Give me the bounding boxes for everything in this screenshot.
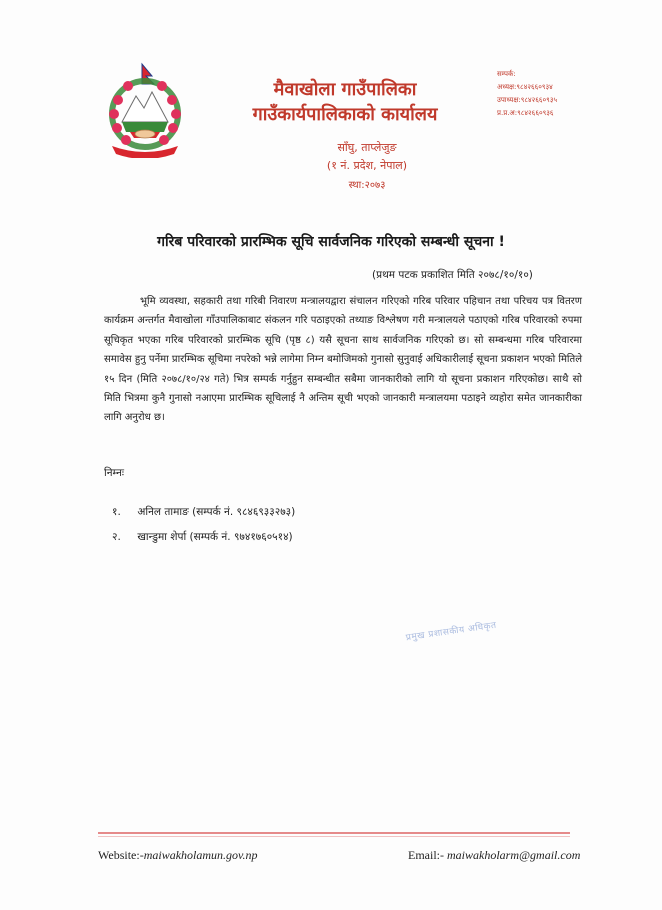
nepal-government-emblem-icon xyxy=(104,62,186,158)
officer-stamp xyxy=(402,588,556,650)
contact-vice-chairperson: उपाध्यक्ष:९८४२६६०९३५ xyxy=(497,96,558,104)
established-line: स्था:२०७३ xyxy=(348,180,386,191)
address-line: साँघु, ताप्लेजुङ xyxy=(337,141,397,154)
office-name: मैवाखोला गाउँपालिका xyxy=(273,79,417,100)
notice-title: गरिब परिवारको प्रारम्भिक सूचि सार्वजनिक गरिएको सम्बन्धी सूचना ! xyxy=(157,234,505,250)
list-item-number: १. xyxy=(112,506,121,518)
footer-website xyxy=(98,848,257,863)
website-link[interactable]: maiwakholamun.gov.np xyxy=(143,848,258,862)
stamp-text: प्रमुख प्रशासकीय अधिकृत xyxy=(405,620,498,644)
contact-person-list xyxy=(112,500,412,550)
contact-label: सम्पर्क: xyxy=(497,70,516,78)
office-title xyxy=(220,78,470,128)
website-label: Website:- xyxy=(98,848,144,862)
list-item-text: अनिल तामाङ (सम्पर्क नं. ९८४६९३३२७३) xyxy=(137,506,296,518)
contact-chairperson: अध्यक्ष:९८४२६६०९३४ xyxy=(497,83,553,91)
list-item xyxy=(112,500,412,525)
email-link[interactable]: maiwakholarm@gmail.com xyxy=(447,848,581,862)
list-item-number: २. xyxy=(112,531,121,543)
notice-body: भूमि व्यवस्था, सहकारी तथा गरिबी निवारण मन्त्रालयद्वारा संचालन गरिएको गरिब परिवार पहिचान तथा परिचय पत्र वितरण कार्यक्रम अन्तर्गत मैवाखोला गाँउपालिकाबाट संकलन गरि पठाइएको तथ्याङ विश्लेषण गरी मन्त्रालयले पठाएको गरिब परिवारको रुपमा सूचिकृत भएका गरिब परिवारको प्रारम्भिक सूचि (पृष्ठ ८) यसै सूचना साथ सार्वजनिक गरिएको छ। सो सम्बन्धमा गरिब परिवारमा समावेस हुनु पर्नेमा प्रारम्भिक सूचिमा नपरेको भन्ने लागेमा निम्न बमोजिमको गुनासो सुनुवाई अधिकारीलाई सूचना प्रकाशन भएको मितिले १५ दिन (मिति २०७८/१०/२४ गते) भित्र सम्पर्क गर्नुहुन सम्बन्धीत सबैमा जानकारीको लागि यो सूचना प्रकाशन गरिएकोछ। साथै सो मिति भित्रमा कुनै गुनासो नआएमा प्रारम्भिक सूचिलाई नै अन्तिम सूची भएको जानकारी मन्त्रालयमा पठाइने व्यहोरा समेत जानकारीका लागि अनुरोध छ। xyxy=(104,296,582,424)
province-line: (१ नं. प्रदेश, नेपाल) xyxy=(326,159,408,172)
contact-cao: प्र.प्र.अ:९८४२६६०९३६ xyxy=(497,109,554,117)
office-subtitle: गाउँकार्यपालिकाको कार्यालय xyxy=(252,104,438,125)
published-date: (प्रथम पटक प्रकाशित मिति २०७८/१०/१०) xyxy=(372,269,533,281)
contact-block xyxy=(497,68,607,120)
email-label: Email:- xyxy=(408,848,444,862)
list-item xyxy=(112,525,412,550)
list-heading: निम्नः xyxy=(104,467,125,479)
footer-divider xyxy=(98,832,570,834)
list-item-text: खान्डुमा शेर्पा (सम्पर्क नं. ९७४१७६०५१४) xyxy=(137,531,293,543)
footer-email xyxy=(408,848,580,863)
footer-divider-secondary xyxy=(98,836,570,837)
